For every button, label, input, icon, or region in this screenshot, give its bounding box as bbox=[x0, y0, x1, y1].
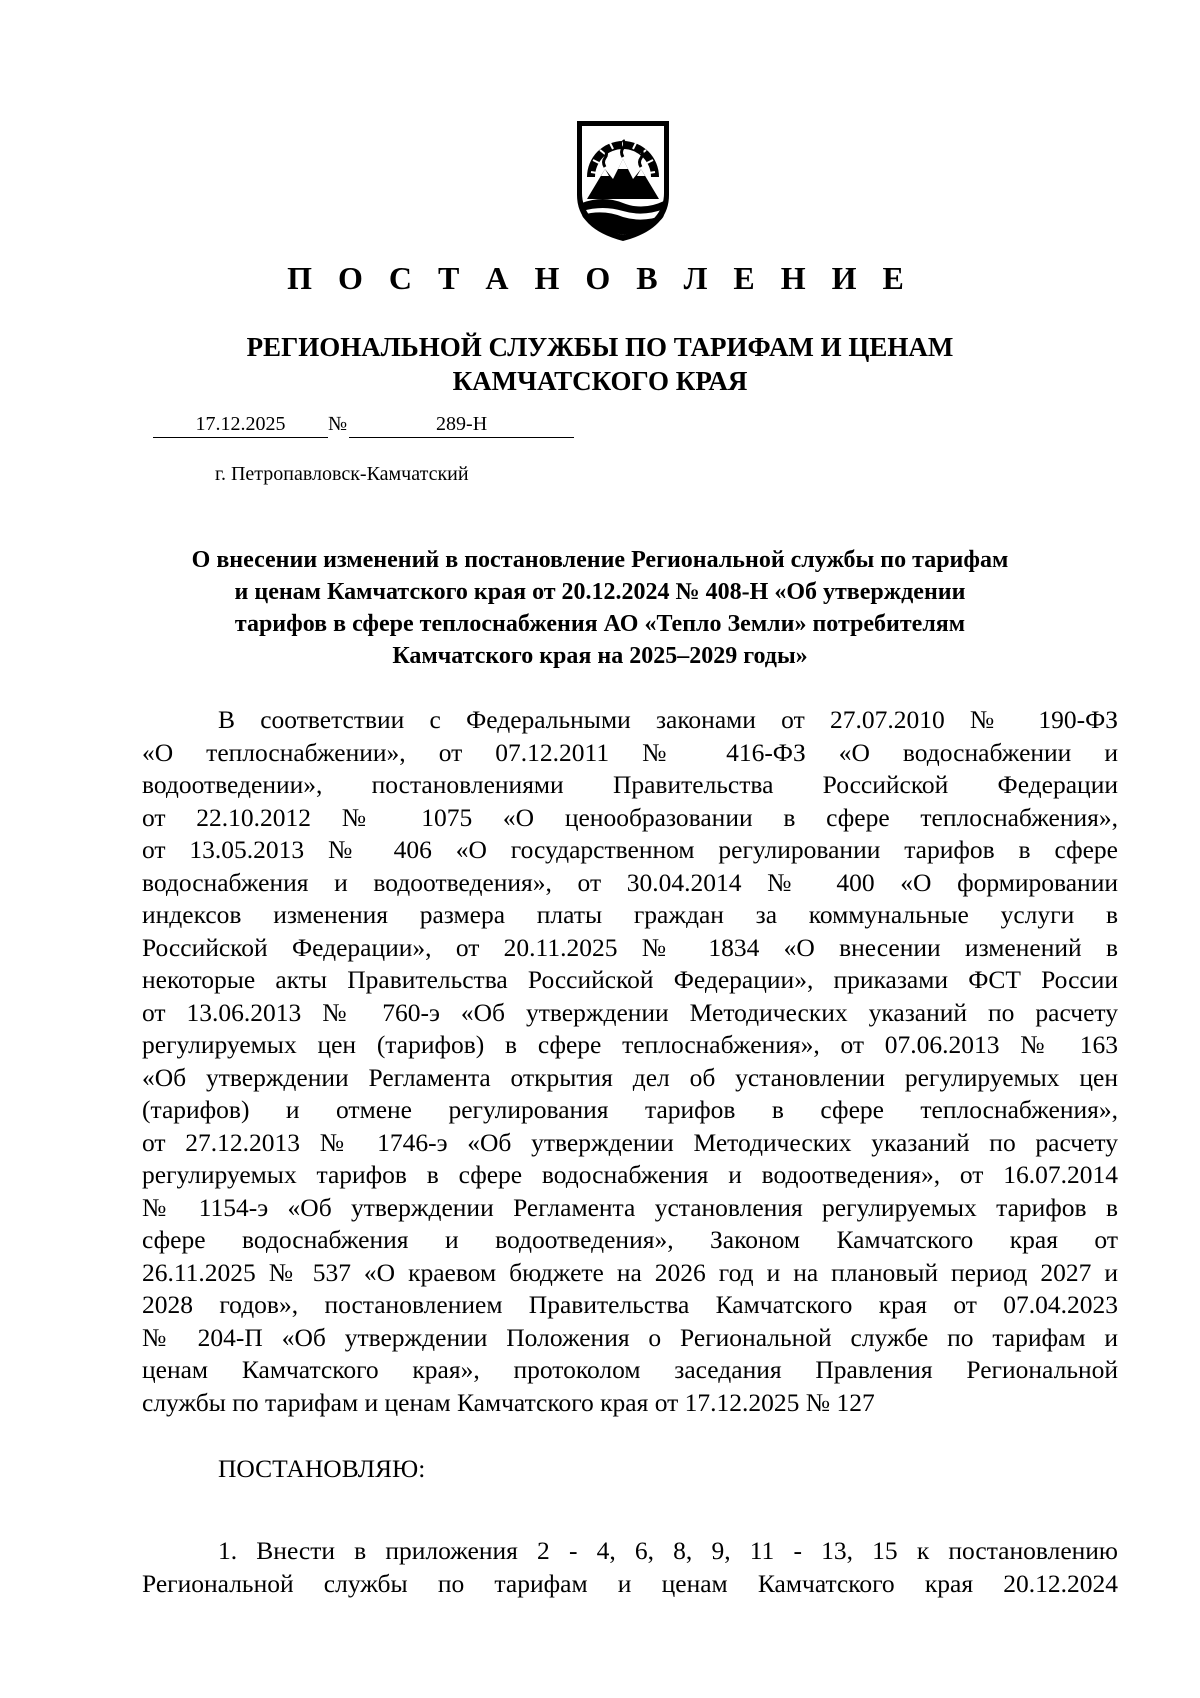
preamble-line: службы по тарифам и ценам Камчатского края от 17.12.2025 № 127 bbox=[142, 1387, 875, 1417]
document-subject bbox=[0, 544, 1200, 672]
preamble-line: от 27.12.2013 № 1746-э «Об утверждении Методических указаний по расчету bbox=[142, 1127, 1118, 1157]
preamble-line: индексов изменения размера платы граждан за коммунальные услуги в bbox=[142, 900, 1118, 929]
document-date: 17.12.2025 bbox=[153, 412, 328, 438]
subject-line: Камчатского края на 2025–2029 годы» bbox=[392, 643, 808, 669]
number-sign: № bbox=[328, 413, 348, 435]
preamble-line: водоотведении», постановлениями Правительства Российской Федерации bbox=[142, 770, 1118, 799]
decree-word: ПОСТАНОВЛЯЮ: bbox=[218, 1454, 426, 1483]
preamble-line: № 204-П «Об утверждении Положения о Региональной службе по тарифам и bbox=[142, 1322, 1118, 1352]
authority-line: КАМЧАТСКОГО КРАЯ bbox=[452, 366, 748, 396]
preamble-line: В соответствии с Федеральными законами от 27.07.2010 № 190-ФЗ bbox=[218, 705, 1118, 734]
preamble-line: от 13.05.2013 № 406 «О государственном регулировании тарифов в сфере bbox=[142, 835, 1118, 864]
preamble-line: регулируемых цен (тарифов) в сфере теплоснабжения», от 07.06.2013 № 163 bbox=[142, 1030, 1118, 1059]
preamble-line: 26.11.2025 № 537 «О краевом бюджете на 2026 год и на плановый период 2027 и bbox=[142, 1257, 1118, 1287]
preamble-line: от 13.06.2013 № 760-э «Об утверждении Методических указаний по расчету bbox=[142, 997, 1118, 1027]
preamble-line: 2028 годов», постановлением Правительства Камчатского края от 07.04.2023 bbox=[142, 1290, 1118, 1319]
preamble-line: «О теплоснабжении», от 07.12.2011 № 416-ФЗ «О водоснабжении и bbox=[142, 737, 1118, 767]
item-1-paragraph bbox=[142, 1535, 1118, 1600]
document-type-title: П О С Т А Н О В Л Е Н И Е bbox=[287, 260, 913, 296]
date-number-line bbox=[153, 412, 574, 438]
preamble-line: (тарифов) и отмене регулирования тарифов в сфере теплоснабжения», bbox=[142, 1095, 1118, 1124]
preamble-line: № 1154-э «Об утверждении Регламента установления регулируемых тарифов в bbox=[142, 1192, 1118, 1222]
item-1-line: Региональной службы по тарифам и ценам Камчатского края 20.12.2024 bbox=[142, 1568, 1118, 1598]
preamble-line: регулируемых тарифов в сфере водоснабжения и водоотведения», от 16.07.2014 bbox=[142, 1160, 1118, 1189]
document-number: 289-Н bbox=[349, 412, 574, 438]
subject-line: и ценам Камчатского края от 20.12.2024 № 408-Н «Об утверждении bbox=[234, 579, 966, 605]
preamble-line: некоторые акты Правительства Российской Федерации», приказами ФСТ России bbox=[142, 965, 1118, 994]
coat-of-arms-emblem bbox=[573, 117, 673, 243]
subject-line: О внесении изменений в постановление Региональной службы по тарифам bbox=[191, 547, 1009, 573]
preamble-line: ценам Камчатского края», протоколом заседания Правления Региональной bbox=[142, 1355, 1118, 1384]
preamble-line: Российской Федерации», от 20.11.2025 № 1834 «О внесении изменений в bbox=[142, 932, 1118, 962]
authority-line: РЕГИОНАЛЬНОЙ СЛУЖБЫ ПО ТАРИФАМ И ЦЕНАМ bbox=[246, 332, 954, 362]
preamble-line: водоснабжения и водоотведения», от 30.04.2014 № 400 «О формировании bbox=[142, 867, 1118, 897]
subject-line: тарифов в сфере теплоснабжения АО «Тепло Земли» потребителям bbox=[234, 611, 966, 637]
city-name: г. Петропавловск-Камчатский bbox=[215, 463, 469, 485]
preamble-paragraph bbox=[142, 704, 1118, 1419]
issuing-authority bbox=[0, 330, 1200, 398]
item-1-line: 1. Внести в приложения 2 - 4, 6, 8, 9, 11 - 13, 15 к постановлению bbox=[218, 1536, 1118, 1565]
preamble-line: сфере водоснабжения и водоотведения», Законом Камчатского края от bbox=[142, 1225, 1118, 1254]
preamble-line: от 22.10.2012 № 1075 «О ценообразовании в сфере теплоснабжения», bbox=[142, 802, 1118, 832]
preamble-line: «Об утверждении Регламента открытия дел об установлении регулируемых цен bbox=[142, 1062, 1118, 1092]
